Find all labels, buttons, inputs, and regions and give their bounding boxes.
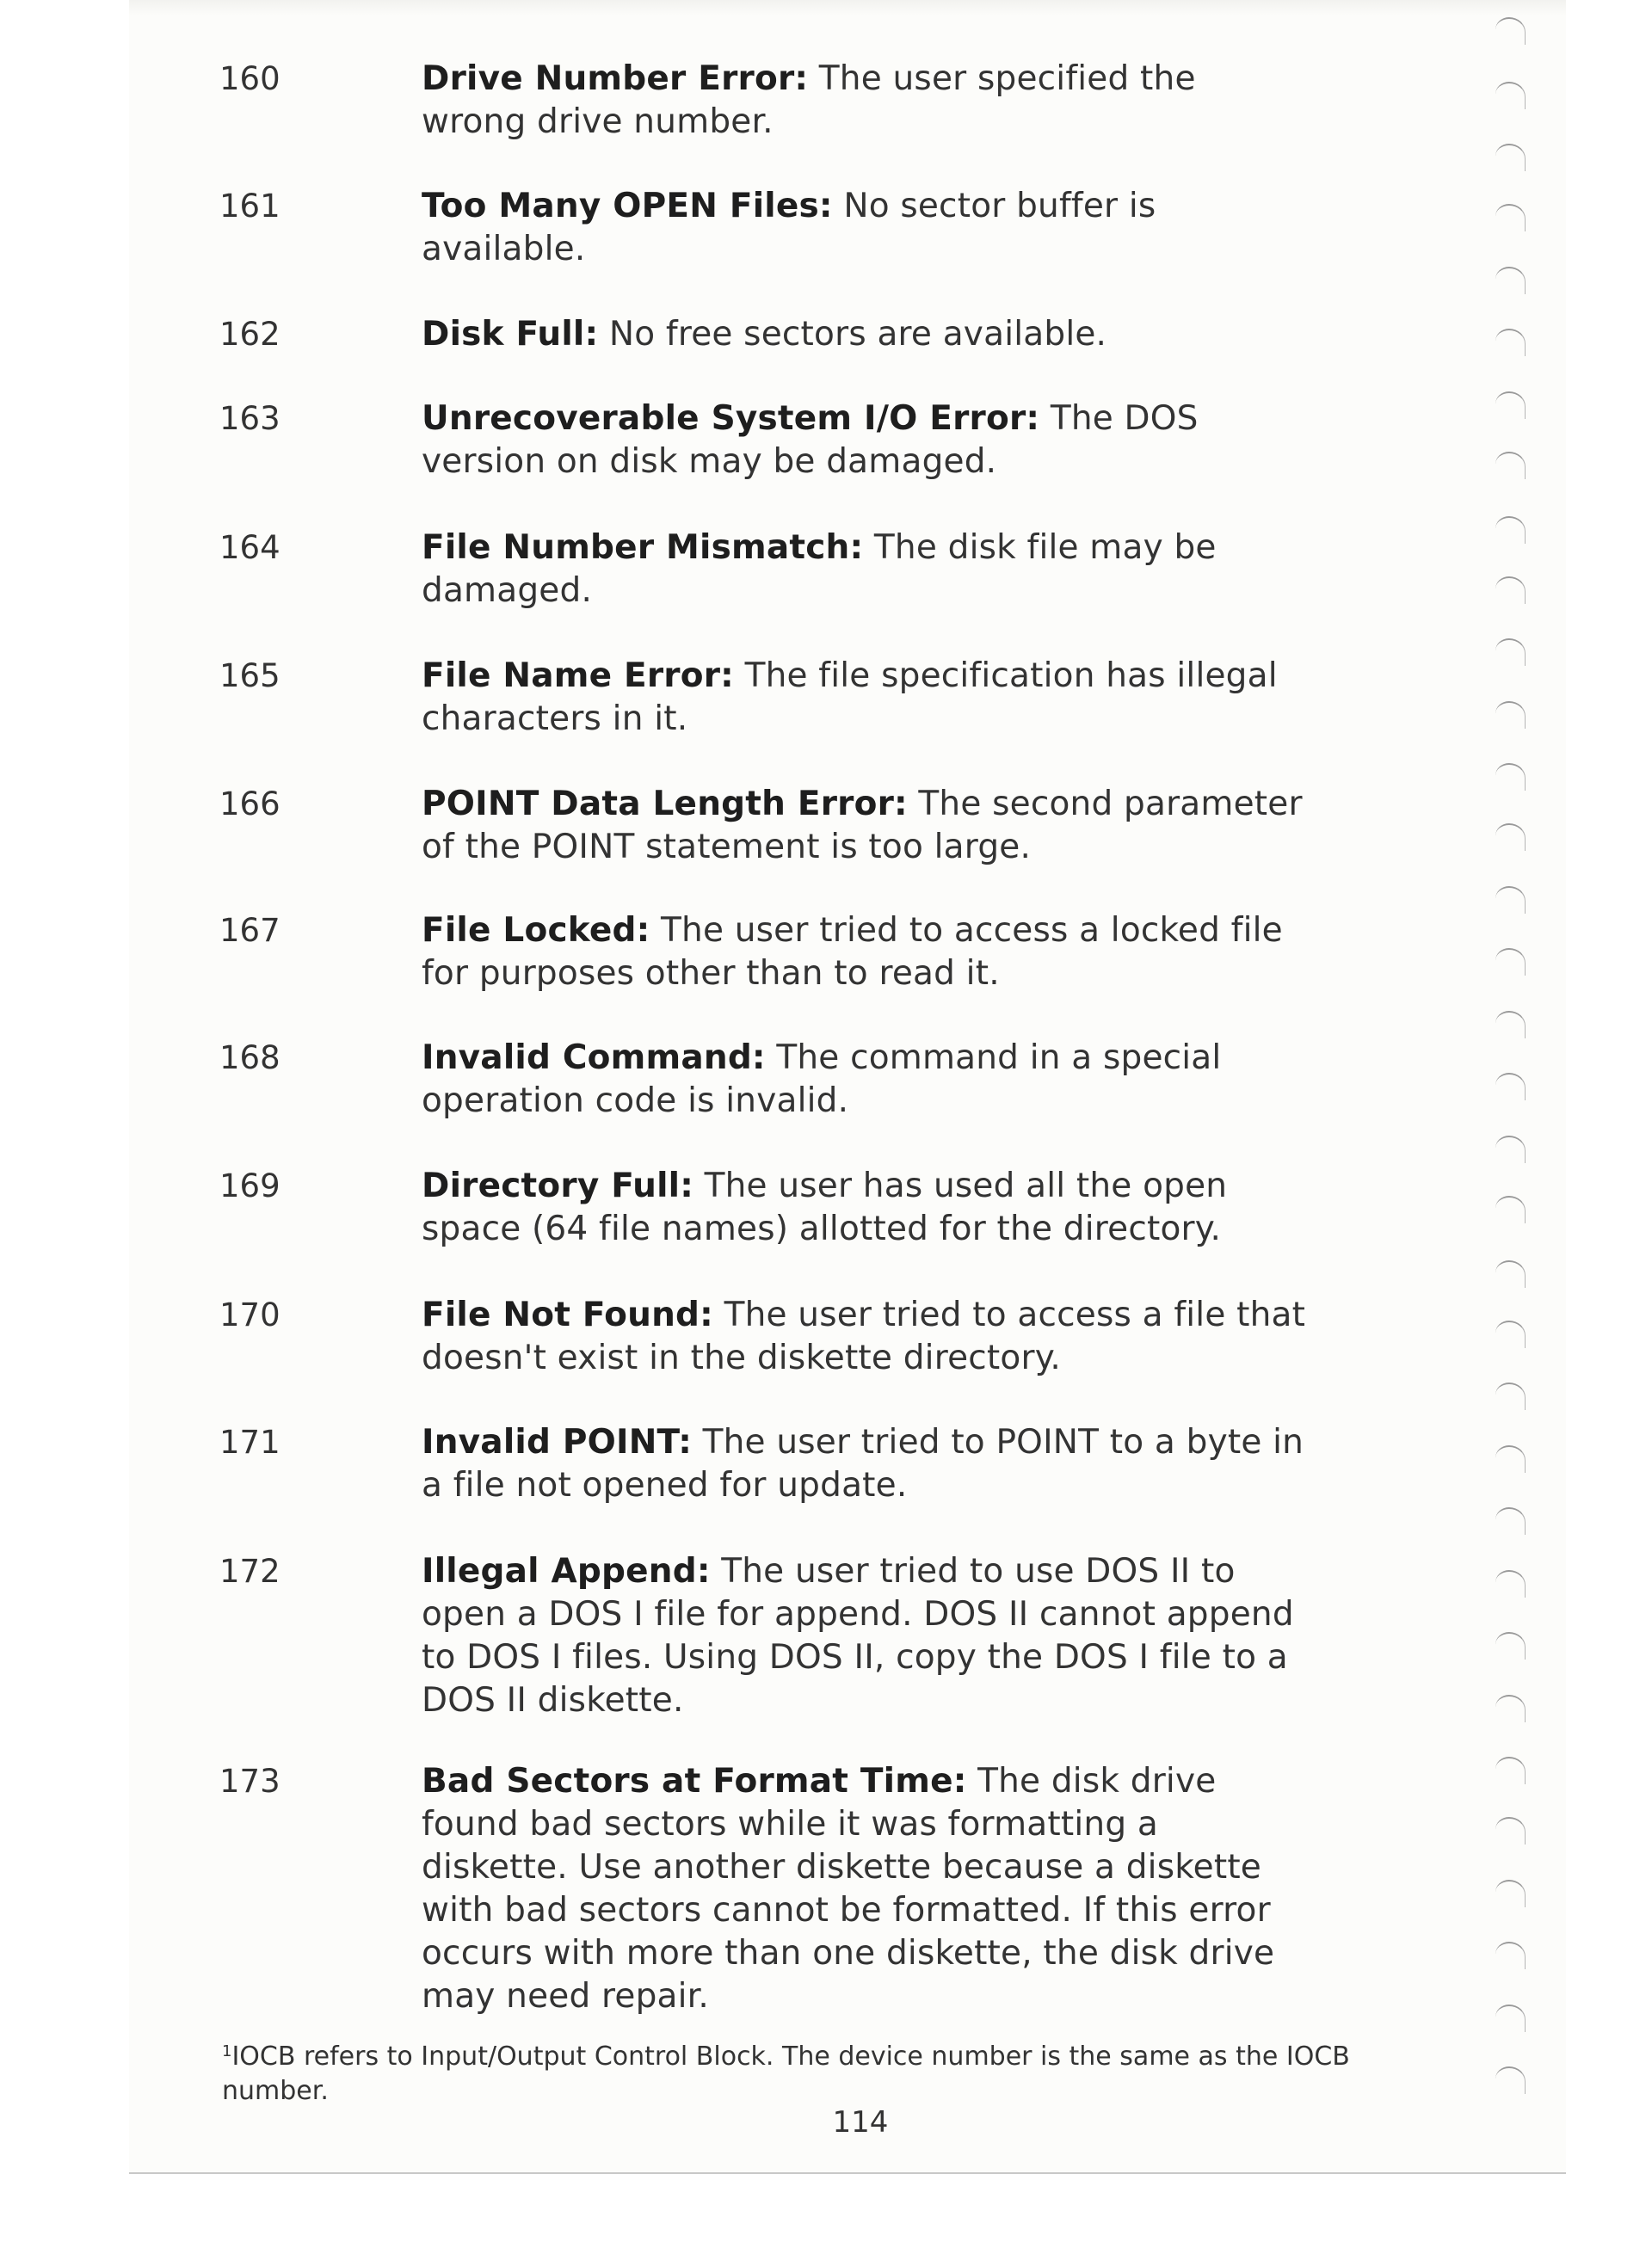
error-code: 162 <box>219 316 280 353</box>
binding-hole-icon <box>1495 1757 1526 1784</box>
binding-hole-icon <box>1495 948 1526 976</box>
error-code: 173 <box>219 1763 280 1800</box>
error-description <box>422 185 1308 271</box>
error-text: The DOS version on disk may be damaged. <box>422 399 1199 481</box>
page-number: 114 <box>832 2105 889 2140</box>
binding-hole-icon <box>1495 1136 1526 1163</box>
binding-hole-icon <box>1495 2066 1526 2094</box>
error-description <box>422 1421 1308 1507</box>
binding-hole-icon <box>1495 1817 1526 1844</box>
error-description <box>422 655 1308 741</box>
error-title: Unrecoverable System I/O Error: <box>422 399 1040 438</box>
error-text: The second parameter of the POINT statement is too large. <box>422 785 1303 866</box>
error-title: File Locked: <box>422 911 650 950</box>
binding-hole-icon <box>1495 144 1526 171</box>
error-title: File Name Error: <box>422 656 734 695</box>
error-description <box>422 783 1308 869</box>
error-code: 161 <box>219 188 280 225</box>
binding-hole-icon <box>1495 82 1526 109</box>
error-text: The user tried to POINT to a byte in a file not opened for update. <box>422 1423 1304 1505</box>
binding-hole-icon <box>1495 701 1526 729</box>
footnote <box>222 2035 1409 2109</box>
binding-hole-icon <box>1495 886 1526 914</box>
binding-holes <box>1495 17 1530 2116</box>
error-description <box>422 1550 1308 1722</box>
binding-hole-icon <box>1495 391 1526 419</box>
error-description <box>422 58 1308 144</box>
error-code: 171 <box>219 1424 280 1461</box>
error-title: Disk Full: <box>422 315 599 354</box>
error-text: The user tried to access a locked file for purposes other than to read it. <box>422 911 1283 993</box>
binding-hole-icon <box>1495 1880 1526 1907</box>
binding-hole-icon <box>1495 1321 1526 1348</box>
binding-hole-icon <box>1495 1632 1526 1660</box>
error-title: Illegal Append: <box>422 1552 711 1591</box>
error-code: 165 <box>219 657 280 694</box>
binding-hole-icon <box>1495 1383 1526 1410</box>
error-description <box>422 909 1308 995</box>
error-description <box>422 527 1308 613</box>
error-title: File Not Found: <box>422 1296 713 1334</box>
page-top-edge <box>129 0 1566 15</box>
binding-hole-icon <box>1495 823 1526 851</box>
error-description <box>422 1294 1308 1380</box>
error-text: The file specification has illegal characters in it. <box>422 656 1278 738</box>
binding-hole-icon <box>1495 2005 1526 2032</box>
binding-hole-icon <box>1495 1011 1526 1038</box>
error-code: 168 <box>219 1039 280 1076</box>
error-description <box>422 1165 1308 1251</box>
binding-hole-icon <box>1495 516 1526 544</box>
error-title: Too Many OPEN Files: <box>422 187 833 225</box>
error-text: The user tried to use DOS II to open a DOS I file for append. DOS II cannot append to DOS I files. Using DOS II, copy the DOS I file to a DOS II diskette. <box>422 1552 1294 1720</box>
error-code: 169 <box>219 1167 280 1204</box>
error-text: The user has used all the open space (64 file names) allotted for the directory. <box>422 1167 1228 1248</box>
binding-hole-icon <box>1495 329 1526 356</box>
binding-hole-icon <box>1495 1260 1526 1288</box>
binding-hole-icon <box>1495 1073 1526 1100</box>
binding-hole-icon <box>1495 576 1526 604</box>
error-text: The user specified the wrong drive number. <box>422 59 1196 141</box>
binding-hole-icon <box>1495 17 1526 45</box>
binding-hole-icon <box>1495 267 1526 294</box>
binding-hole-icon <box>1495 204 1526 231</box>
error-title: POINT Data Length Error: <box>422 785 908 823</box>
error-code: 163 <box>219 400 280 437</box>
error-code: 172 <box>219 1553 280 1590</box>
binding-hole-icon <box>1495 1196 1526 1223</box>
error-code: 160 <box>219 60 280 97</box>
error-code: 166 <box>219 785 280 822</box>
binding-hole-icon <box>1495 638 1526 666</box>
error-text: The command in a special operation code is invalid. <box>422 1038 1222 1120</box>
error-text: The disk drive found bad sectors while it was formatting a diskette. Use another diskette because a diskette with bad sectors cannot be formatted. If this error occurs with more than one diskette, the disk drive may need repair. <box>422 1762 1275 2016</box>
error-description <box>422 1760 1308 2018</box>
footnote-marker: 1 <box>222 2042 232 2060</box>
binding-hole-icon <box>1495 1570 1526 1598</box>
error-title: File Number Mismatch: <box>422 528 864 567</box>
binding-hole-icon <box>1495 452 1526 479</box>
error-text: The user tried to access a file that doesn't exist in the diskette directory. <box>422 1296 1306 1377</box>
error-title: Directory Full: <box>422 1167 694 1205</box>
binding-hole-icon <box>1495 1942 1526 1969</box>
error-text: The disk file may be damaged. <box>422 528 1217 610</box>
error-code: 167 <box>219 912 280 949</box>
error-description <box>422 313 1308 356</box>
error-title: Invalid Command: <box>422 1038 766 1077</box>
error-code: 164 <box>219 529 280 566</box>
error-text: No sector buffer is available. <box>422 187 1156 268</box>
error-title: Invalid POINT: <box>422 1423 693 1462</box>
error-description <box>422 1037 1308 1123</box>
footnote-text: IOCB refers to Input/Output Control Block. The device number is the same as the IOCB number. <box>222 2042 1350 2106</box>
binding-hole-icon <box>1495 763 1526 791</box>
error-description <box>422 397 1308 483</box>
error-code: 170 <box>219 1296 280 1333</box>
error-title: Drive Number Error: <box>422 59 809 98</box>
binding-hole-icon <box>1495 1445 1526 1473</box>
binding-hole-icon <box>1495 1507 1526 1535</box>
error-title: Bad Sectors at Format Time: <box>422 1762 967 1801</box>
binding-hole-icon <box>1495 1695 1526 1722</box>
error-text: No free sectors are available. <box>598 315 1107 354</box>
